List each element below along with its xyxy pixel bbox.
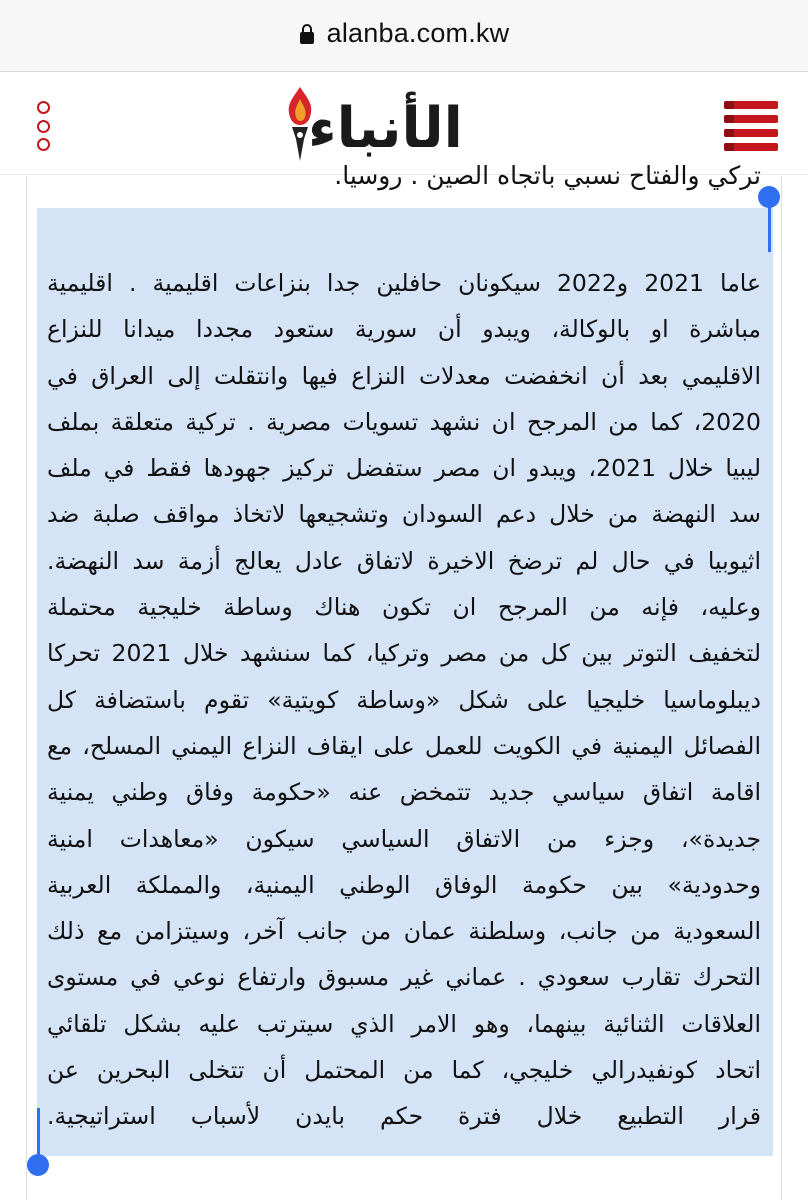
vertical-dots-icon[interactable]: [30, 101, 56, 151]
paragraph-line: سد النهضة من خلال دعم السودان وتشجيعها لاتخاذ مواقف صلبة ضد: [47, 500, 761, 529]
hamburger-line: [724, 115, 778, 123]
url-text: alanba.com.kw: [326, 18, 510, 48]
paragraph-line: ليبيا خلال 2021، ويبدو ان مصر ستفضل تركيز جهودها فقط في ملف: [47, 454, 761, 483]
dot: [37, 138, 50, 151]
selection-start-handle[interactable]: [758, 186, 780, 208]
paragraph-line: وحدودية» بين حكومة الوفاق الوطني اليمنية، والمملكة العربية: [47, 870, 761, 899]
paragraph-line: مباشرة او بالوكالة، ويبدو أن سورية ستعود مجددا ميدانا للنزاع: [47, 315, 761, 344]
hamburger-line: [724, 129, 778, 137]
article-paragraph[interactable]: [47, 260, 761, 1140]
paragraph-line: الاقليمي بعد أن انخفضت معدلات النزاع فيها وانتقلت إلى العراق في: [47, 361, 761, 390]
paragraph-line: وعليه، فإنه من المرجح ان تكون هناك وساطة خليجية محتملة: [47, 593, 761, 622]
paragraph-line: جديدة»، وجزء من الاتفاق السياسي سيكون «معاهدات امنية: [47, 824, 761, 853]
paragraph-line: العلاقات الثنائية بينهما، وهو الامر الذي سيترتب عليه بشكل تلقائي: [47, 1009, 761, 1038]
site-logo[interactable]: [278, 85, 508, 165]
paragraph-line: لتخفيف التوتر بين كل من مصر وتركيا، كما سنشهد خلال 2021 تحركا: [47, 639, 761, 668]
hamburger-line: [724, 101, 778, 109]
paragraph-line: التحرك تقارب سعودي . عماني غير مسبوق وارتفاع نوعي في مستوى: [47, 963, 761, 992]
dot: [37, 120, 50, 133]
paragraph-line: 2020، كما من المرجح ان نشهد تسويات مصرية . تركية متعلقة بملف: [47, 407, 761, 436]
browser-address-bar[interactable]: [0, 0, 808, 72]
paragraph-line: اقامة اتفاق سياسي جديد تتمخض عنه «حكومة وفاق وطني يمنية: [47, 778, 761, 807]
paragraph-line: اتحاد كونفيدرالي خليجي، كما من المحتمل أن تتخلى البحرين عن: [47, 1056, 761, 1085]
url-display[interactable]: [299, 18, 510, 49]
paragraph-line: قرار التطبيع خلال فترة حكم بايدن لأسباب استراتيجية.: [47, 1102, 761, 1131]
article-body: [26, 161, 782, 1200]
article-partial-line: تركي والفتاح نسبي باتجاه الصين . روسيا.: [334, 161, 761, 190]
hamburger-line: [724, 143, 778, 151]
paragraph-line: اثيوبيا في حال لم ترضخ الاخيرة لاتفاق عادل يعالج أزمة سد النهضة.: [47, 546, 761, 575]
dot: [37, 101, 50, 114]
paragraph-line: السعودية من جانب، وسلطنة عمان من جانب آخر، وسيتزامن مع ذلك: [47, 917, 761, 946]
paragraph-line: عاما 2021 و2022 سيكونان حافلين جدا بنزاعات اقليمية . اقليمية: [47, 269, 761, 297]
paragraph-line: الفصائل اليمنية في الكويت للعمل على ايقاف النزاع اليمني المسلح، مع: [47, 731, 761, 760]
selection-end-handle-bar[interactable]: [37, 1108, 40, 1160]
lock-icon: [299, 23, 315, 45]
hamburger-menu-icon[interactable]: [724, 101, 778, 151]
paragraph-line: ديبلوماسيا خليجيا على شكل «وساطة كويتية» تقوم باستضافة كل: [47, 685, 761, 714]
logo-text: الأنباء: [308, 96, 463, 161]
selection-end-handle[interactable]: [27, 1154, 49, 1176]
